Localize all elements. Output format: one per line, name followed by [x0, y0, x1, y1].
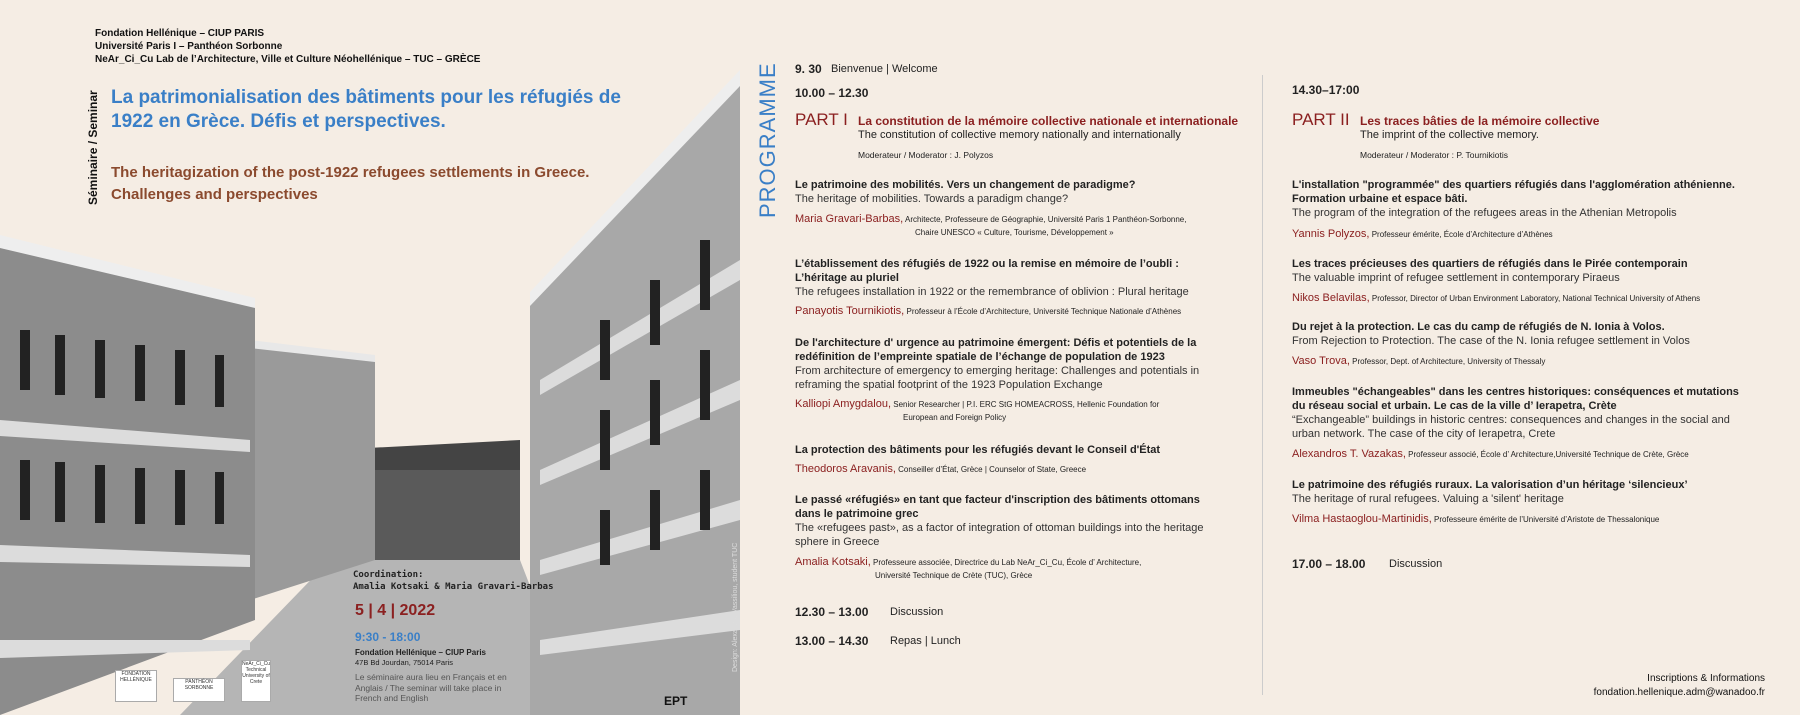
- part-title-fr: Les traces bâties de la mémoire collective: [1360, 114, 1600, 128]
- talk: [795, 493, 1203, 549]
- speaker-affiliation: Professeur associé, École d’ Architecture,Université Technique de Crète, Grèce: [1408, 450, 1689, 459]
- talk-title: Les traces précieuses des quartiers de réfugiés dans le Pirée contemporain: [1292, 258, 1688, 270]
- speaker: [1292, 228, 1553, 241]
- talk: [1292, 178, 1735, 220]
- footer: [1594, 672, 1765, 700]
- speaker-name: Kalliopi Amygdalou,: [795, 398, 892, 410]
- discussion-label: Discussion: [890, 606, 944, 618]
- speaker-affiliation-2: Université Technique de Crète (TUC), Grèce: [875, 571, 1033, 580]
- speaker: [795, 213, 1186, 239]
- ept-mark: EPT: [664, 694, 688, 708]
- speaker-name: Nikos Belavilas,: [1292, 292, 1370, 304]
- speaker-affiliation: Professor, Director of Urban Environment Laboratory, National Technical University of Athens: [1371, 294, 1701, 303]
- moderator: Moderateur / Moderator : P. Tournikiotis: [1360, 150, 1509, 160]
- speaker: [795, 463, 1086, 476]
- moderator: Moderateur / Moderator : J. Polyzos: [858, 150, 994, 160]
- speaker-name: Amalia Kotsaki,: [795, 556, 871, 568]
- programme-label: PROGRAMME: [755, 62, 780, 218]
- venue: [355, 648, 486, 668]
- talk-english-2: sphere in Greece: [795, 536, 880, 548]
- talk-english: The valuable imprint of refugee settlement in contemporary Piraeus: [1292, 272, 1620, 284]
- discussion-time: 17.00 – 18.00: [1292, 557, 1366, 571]
- logo-fondation: FONDATION HELLÉNIQUE: [115, 670, 157, 702]
- speaker-name: Theodoros Aravanis,: [795, 463, 896, 475]
- talk-title: La protection des bâtiments pour les réfugiés devant le Conseil d'État: [795, 444, 1161, 456]
- speaker-affiliation: Senior Researcher | P.I. ERC StG HOMEACROSS, Hellenic Foundation for: [893, 400, 1160, 409]
- speaker: [1292, 355, 1545, 368]
- talk-english: The «refugees past», as a factor of integration of ottoman buildings into the heritage: [795, 522, 1204, 534]
- speaker-name: Alexandros T. Vazakas,: [1292, 448, 1406, 460]
- seminar-label: Séminaire / Seminar: [86, 90, 100, 205]
- talk: [795, 257, 1189, 299]
- logo-nearcicu: NeAr_Ci_Cu Technical University of Crete: [241, 660, 271, 702]
- poster-left: [0, 0, 740, 715]
- event-date: 5 | 4 | 2022: [355, 602, 436, 619]
- talk-title-2: Formation urbaine et espace bâti.: [1292, 193, 1468, 205]
- talk: [1292, 257, 1688, 285]
- speaker-name: Vilma Hastaoglou-Martinidis,: [1292, 513, 1432, 525]
- talk-title: L’établissement des réfugiés de 1922 ou la remise en mémoire de l’oubli :: [795, 258, 1179, 270]
- talk-title-2: L’héritage au pluriel: [795, 272, 899, 284]
- speaker-affiliation: Architecte, Professeure de Géographie, Université Paris 1 Panthéon-Sorbonne,: [904, 215, 1187, 224]
- talk-title: L'installation "programmée" des quartiers réfugiés dans l'agglomération athénienne.: [1292, 179, 1735, 191]
- institution-line: Fondation Hellénique – CIUP PARIS: [95, 28, 265, 39]
- speaker-affiliation: Professeure associée, Directrice du Lab NeAr_Ci_Cu, École d’ Architecture,: [873, 558, 1142, 567]
- institution-line: NeAr_Ci_Cu Lab de l’Architecture, Ville et Culture Néohellénique – TUC – GRÈCE: [95, 54, 481, 65]
- talk-title-2: redéfinition de l’empreinte spatiale de l’échange de population de 1923: [795, 351, 1165, 363]
- session-time: 10.00 – 12.30: [795, 86, 869, 100]
- speaker-affiliation-2: European and Foreign Policy: [903, 413, 1007, 422]
- talk-english-2: urban network. The case of the city of Ierapetra, Crete: [1292, 428, 1556, 440]
- talk: [795, 178, 1135, 206]
- institutions: [95, 27, 480, 66]
- speaker: [1292, 292, 1700, 305]
- footer-label: Inscriptions & Informations: [1647, 673, 1765, 684]
- speaker-affiliation: Professor, Dept. of Architecture, University of Thessaly: [1352, 357, 1546, 366]
- speaker-affiliation: Professeur émérite, École d’Architecture d’Athènes: [1371, 230, 1553, 239]
- institution-line: Université Paris I – Panthéon Sorbonne: [95, 41, 283, 52]
- venue-name: Fondation Hellénique – CIUP Paris: [355, 648, 486, 657]
- talk-english: The refugees installation in 1922 or the remembrance of oblivion : Plural heritage: [795, 286, 1189, 298]
- column-divider: [1262, 75, 1263, 695]
- discussion-label: Discussion: [1389, 558, 1443, 570]
- speaker: [795, 398, 1159, 424]
- speaker-affiliation: Conseiller d’État, Grèce | Counselor of State, Greece: [898, 465, 1087, 474]
- event-hours: 9:30 - 18:00: [355, 630, 421, 644]
- lunch-label: Repas | Lunch: [890, 635, 961, 647]
- speaker-affiliation: Professeur à l’École d’Architecture, Université Technique Nationale d’Athènes: [906, 307, 1182, 316]
- discussion-time: 12.30 – 13.00: [795, 605, 869, 619]
- logos: [115, 660, 271, 702]
- speaker-name: Vaso Trova,: [1292, 355, 1350, 367]
- part-label: PART II: [1292, 110, 1350, 129]
- design-credit: Design: Alexandra Vassiliou, student TUC: [732, 542, 739, 672]
- talk-english-2: reframing the spatial footprint of the 1923 Population Exchange: [795, 379, 1103, 391]
- session-time: 14.30–17:00: [1292, 83, 1360, 97]
- coordination-names: Amalia Kotsaki & Maria Gravari-Barbas: [353, 582, 554, 592]
- coordination: [353, 569, 553, 593]
- talk: [1292, 478, 1688, 506]
- part-label: PART I: [795, 110, 848, 129]
- part-title-en: The constitution of collective memory nationally and internationally: [858, 129, 1181, 141]
- welcome-time: 9. 30: [795, 62, 822, 76]
- title-english: The heritagization of the post-1922 refugees settlements in Greece. Challenges and perspectives: [111, 164, 590, 203]
- talk: [795, 336, 1199, 392]
- talk-english: The heritage of rural refugees. Valuing a 'silent' heritage: [1292, 493, 1564, 505]
- venue-address: 47B Bd Jourdan, 75014 Paris: [355, 658, 453, 667]
- lunch-time: 13.00 – 14.30: [795, 634, 869, 648]
- talk-english: From architecture of emergency to emerging heritage: Challenges and potentials in: [795, 365, 1200, 377]
- speaker-affiliation: Professeure émérite de l’Université d’Aristote de Thessalonique: [1434, 515, 1660, 524]
- talk: [1292, 385, 1739, 441]
- speaker: [795, 305, 1181, 318]
- talk-english: “Exchangeable” buildings in historic centres: consequences and changes in the social and: [1292, 414, 1730, 426]
- part-title-fr: La constitution de la mémoire collective nationale et internationale: [858, 114, 1239, 128]
- speaker-affiliation-2: Chaire UNESCO « Culture, Tourisme, Développement »: [915, 228, 1114, 237]
- talk-english: The heritage of mobilities. Towards a paradigm change?: [795, 193, 1069, 205]
- talk: [795, 443, 1160, 457]
- talk-title: Le patrimoine des réfugiés ruraux. La valorisation d’un héritage ‘silencieux’: [1292, 479, 1688, 491]
- talk: [1292, 320, 1690, 348]
- talk-title: De l'architecture d' urgence au patrimoine émergent: Défis et potentiels de la: [795, 337, 1197, 349]
- language-note: Le séminaire aura lieu en Français et en Anglais / The seminar will take place in French and English: [355, 672, 507, 703]
- logo-sorbonne: PANTHÉON SORBONNE: [173, 678, 225, 702]
- speaker: [1292, 448, 1689, 461]
- talk-english: The program of the integration of the refugees areas in the Athenian Metropolis: [1292, 207, 1677, 219]
- speaker-name: Maria Gravari-Barbas,: [795, 213, 904, 225]
- part-title-en: The imprint of the collective memory.: [1360, 129, 1539, 141]
- talk-title: Du rejet à la protection. Le cas du camp de réfugiés de N. Ionia à Volos.: [1292, 321, 1665, 333]
- speaker: [795, 556, 1141, 582]
- talk-title-2: du réseau social et urbain. Le cas de la ville d’ Ierapetra, Crète: [1292, 400, 1617, 412]
- talk-title: Le patrimoine des mobilités. Vers un changement de paradigme?: [795, 179, 1136, 191]
- footer-email[interactable]: fondation.hellenique.adm@wanadoo.fr: [1593, 687, 1765, 698]
- talk-title: Le passé «réfugiés» en tant que facteur d'inscription des bâtiments ottomans: [795, 494, 1200, 506]
- title-french: La patrimonialisation des bâtiments pour les réfugiés de 1922 en Grèce. Défis et perspectives.: [111, 87, 621, 132]
- coordination-label: Coordination:: [353, 570, 424, 580]
- talk-title: Immeubles "échangeables" dans les centres historiques: conséquences et mutations: [1292, 386, 1739, 398]
- welcome-text: Bienvenue | Welcome: [831, 63, 938, 75]
- talk-title-2: dans le patrimoine grec: [795, 508, 919, 520]
- speaker-name: Panayotis Tournikiotis,: [795, 305, 905, 317]
- talk-english: From Rejection to Protection. The case of the N. Ionia refugee settlement in Volos: [1292, 335, 1690, 347]
- speaker: [1292, 513, 1659, 526]
- speaker-name: Yannis Polyzos,: [1292, 228, 1370, 240]
